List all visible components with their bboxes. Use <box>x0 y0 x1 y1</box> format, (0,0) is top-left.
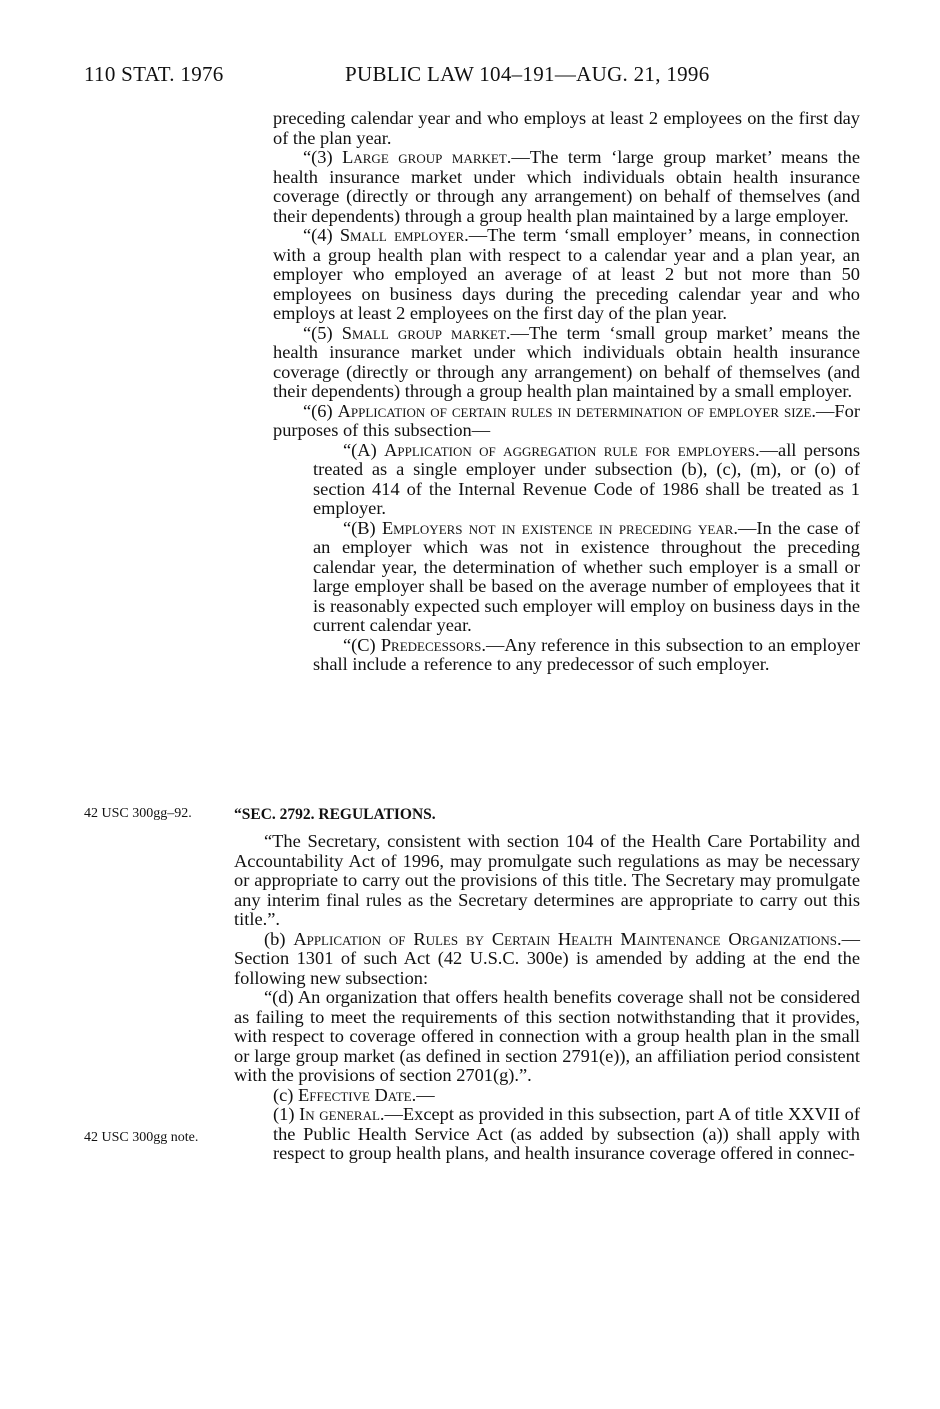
term-heading: Employers not in existence in preceding year. <box>381 517 739 538</box>
paragraph-regulations: “The Secretary, consistent with section 104 of the Health Care Portability and Accountability Act of 1996, may promulgate such regulations as may be necessary or appropriate to carry out the provisions of this title. The Secretary may promulgate any interim final rules as the Secretary determines are appropriate to carry out this title.”. <box>234 831 860 929</box>
paragraph-small-employer: “(4) Small employer.—The term ‘small employer’ means, in connection with a group health plan with respect to a calendar year and a plan year, an employer who employed an average of at least 2 but not more than 50 employees on business days during the preceding calendar year and who employs at least 2 employees on the first day of the plan year. <box>273 225 861 323</box>
subparagraph-a: “(A) Application of aggregation rule for employers.—all persons treated as a single employer under subsection (b), (c), (m), or (o) of section 414 of the Internal Revenue Code of 1986 shall be treated as 1 employer. <box>313 439 860 518</box>
paragraph-subsection-b: (b) Application of Rules by Certain Health Maintenance Organizations.—Section 1301 of such Act (42 U.S.C. 300e) is amended by adding at the end the following new subsection: <box>234 928 860 988</box>
subparagraph-b: “(B) Employers not in existence in preceding year.—In the case of an employer which was not in existence throughout the preceding calendar year, the determination of whether such employer is a small or large employer shall be based on the average number of employees that it is reasonably expected such employer will employ on business days in the current calendar year. <box>313 517 860 635</box>
term-heading: Predecessors. <box>380 634 486 655</box>
term-heading: Small group market. <box>341 322 511 343</box>
term-heading: Application of Rules by Certain Health Maintenance Organizations. <box>293 928 842 949</box>
subparagraph-c: “(C) Predecessors.—Any reference in this subsection to an employer shall include a reference to any predecessor of such employer. <box>313 634 860 674</box>
paragraph-in-general: (1) In general.—Except as provided in this subsection, part A of title XXVII of the Public Health Service Act (as added by subsection (a)) shall apply with respect to group health plans, and health insurance coverage offered in connec- <box>273 1104 860 1163</box>
term-heading: Small employer. <box>339 225 469 245</box>
paragraph-continuation: preceding calendar year and who employs at least 2 employees on the first day of the plan year. <box>273 108 860 148</box>
running-header-title: PUBLIC LAW 104–191—AUG. 21, 1996 <box>345 62 710 86</box>
upper-text-block <box>273 109 860 675</box>
term-heading: Large group market. <box>342 147 512 167</box>
term-heading: Effective Date. <box>298 1084 417 1105</box>
paragraph-employer-size-rules: “(6) Application of certain rules in determination of employer size.—For purposes of this subsection— <box>273 400 860 440</box>
page-stat-number: 110 STAT. 1976 <box>84 62 224 86</box>
margin-citation-note: 42 USC 300gg–92. <box>84 806 192 821</box>
section-heading: “SEC. 2792. REGULATIONS. <box>234 806 436 823</box>
margin-citation-note: 42 USC 300gg note. <box>84 1130 199 1145</box>
lower-text-block <box>234 832 860 1164</box>
paragraph-effective-date: (c) Effective Date.— <box>273 1084 435 1105</box>
paragraph-subsection-d: “(d) An organization that offers health benefits coverage shall not be considered as failing to meet the requirements of this section notwithstanding that it provides, with respect to coverage offered in connection with a group health plan in the small or large group market (as defined in section 2791(e)), an affiliation period consistent with the provisions of section 2701(g).”. <box>234 987 860 1085</box>
paragraph-small-group-market: “(5) Small group market.—The term ‘small group market’ means the health insurance market under which individuals obtain health insurance coverage (directly or through any arrangement) on behalf of themselves (and their dependents) through a group health plan maintained by a small employer. <box>273 322 860 401</box>
term-heading: Application of aggregation rule for employers. <box>384 439 760 460</box>
paragraph-large-group-market: “(3) Large group market.—The term ‘large group market’ means the health insurance market under which individuals obtain health insurance coverage (directly or through any arrangement) on behalf of themselves (and their dependents) through a group health plan maintained by a large employer. <box>273 147 860 226</box>
term-heading: Application of certain rules in determination of employer size. <box>337 400 817 421</box>
term-heading: In general. <box>299 1104 385 1124</box>
